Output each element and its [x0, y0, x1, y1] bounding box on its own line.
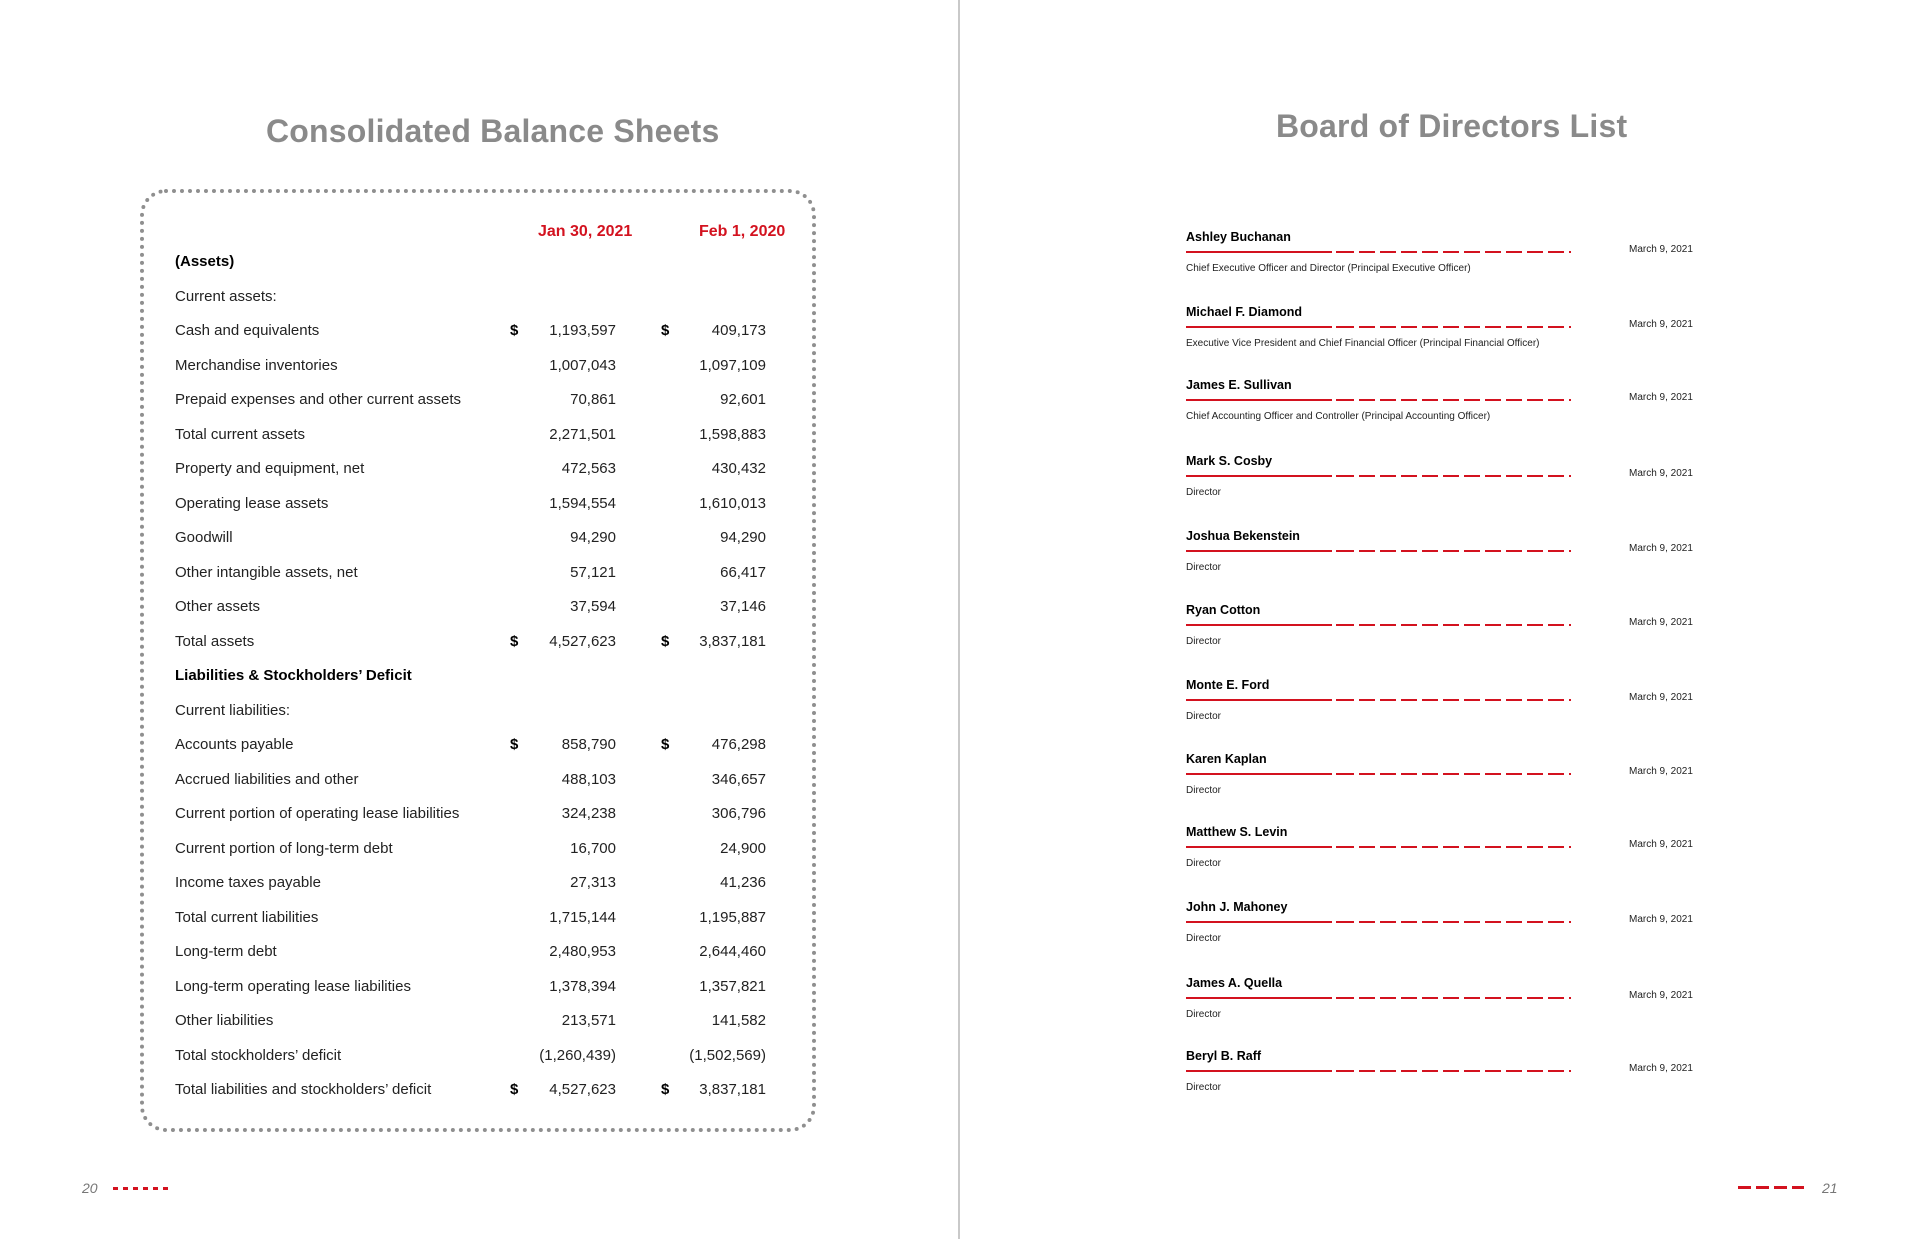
signature-date: March 9, 2021: [1629, 766, 1693, 777]
row-label: Total stockholders’ deficit: [175, 1046, 342, 1064]
balance-sheet-table: [140, 189, 816, 1132]
table-row: [144, 625, 812, 660]
director-role: Director: [1186, 785, 1222, 796]
value-jan-30-2021: 2,271,501: [549, 425, 616, 443]
signature-line: [1186, 326, 1571, 328]
table-row: [144, 728, 812, 763]
row-label: Total current liabilities: [175, 908, 319, 926]
value-feb-1-2020: 1,598,883: [699, 425, 766, 443]
row-label: Merchandise inventories: [175, 356, 338, 374]
value-jan-30-2021: 1,594,554: [549, 494, 616, 512]
signature-date: March 9, 2021: [1629, 543, 1693, 554]
director-entry: [1186, 825, 1716, 885]
value-feb-1-2020: 476,298: [711, 736, 766, 753]
table-row: [144, 970, 812, 1005]
row-label: Other liabilities: [175, 1012, 274, 1029]
director-name: John J. Mahoney: [1186, 900, 1288, 914]
director-role: Chief Accounting Officer and Controller (Principal Accounting Officer): [1186, 411, 1491, 422]
director-role: Director: [1186, 1009, 1222, 1020]
director-role: Director: [1186, 711, 1222, 722]
row-label: Income taxes payable: [175, 874, 321, 891]
signature-line: [1186, 773, 1571, 775]
currency-symbol: $: [661, 322, 670, 339]
director-entry: [1186, 976, 1716, 1036]
row-label: Current portion of long-term debt: [175, 839, 393, 857]
table-row: [144, 314, 812, 349]
signature-date: March 9, 2021: [1629, 692, 1693, 703]
table-row: [144, 1039, 812, 1074]
value-feb-1-2020: 24,900: [720, 839, 766, 857]
director-name: Beryl B. Raff: [1186, 1049, 1262, 1063]
row-label: (Assets): [175, 253, 235, 270]
value-jan-30-2021: 324,238: [561, 805, 616, 822]
table-row: [144, 383, 812, 418]
signature-date: March 9, 2021: [1629, 392, 1693, 403]
signature-date: March 9, 2021: [1629, 839, 1693, 850]
director-entry: [1186, 752, 1716, 812]
currency-symbol: $: [661, 1081, 670, 1098]
value-jan-30-2021: 1,007,043: [549, 356, 616, 374]
currency-symbol: $: [510, 736, 519, 753]
row-label: Accounts payable: [175, 736, 294, 753]
signature-date: March 9, 2021: [1629, 319, 1693, 330]
row-label: Current assets:: [175, 287, 277, 305]
director-role: Director: [1186, 1082, 1222, 1093]
signature-date: March 9, 2021: [1629, 244, 1693, 255]
row-label: Accrued liabilities and other: [175, 770, 359, 788]
director-name: Ashley Buchanan: [1186, 230, 1291, 244]
page-number: 20: [82, 1180, 98, 1196]
signature-line: [1186, 846, 1571, 848]
table-row: [144, 694, 812, 729]
director-name: James E. Sullivan: [1186, 378, 1292, 392]
currency-symbol: $: [661, 736, 670, 753]
director-name: Monte E. Ford: [1186, 678, 1270, 692]
signature-line: [1186, 550, 1571, 552]
value-jan-30-2021: 4,527,623: [549, 632, 616, 650]
row-label: Prepaid expenses and other current assets: [175, 391, 462, 408]
row-label: Current liabilities:: [175, 701, 291, 719]
value-feb-1-2020: 3,837,181: [699, 1081, 766, 1098]
director-entry: [1186, 1049, 1716, 1109]
row-label: Goodwill: [175, 529, 233, 546]
table-row: [144, 452, 812, 487]
value-feb-1-2020: 346,657: [711, 770, 766, 788]
value-feb-1-2020: 141,582: [711, 1012, 766, 1029]
row-label: Total current assets: [175, 425, 306, 443]
row-label: Total liabilities and stockholders’ deficit: [175, 1081, 432, 1098]
row-label: Long-term debt: [175, 943, 277, 960]
page-balance-sheets: [0, 0, 958, 1239]
page-title: Board of Directors List: [1276, 108, 1628, 144]
value-feb-1-2020: 1,195,887: [699, 908, 766, 926]
page-board-of-directors: [960, 0, 1920, 1239]
director-role: Executive Vice President and Chief Financial Officer (Principal Financial Officer): [1186, 338, 1540, 349]
column-header-jan-30-2021: Jan 30, 2021: [538, 223, 633, 240]
table-row: [144, 763, 812, 798]
column-header-feb-1-2020: Feb 1, 2020: [699, 223, 786, 240]
value-jan-30-2021: 37,594: [570, 598, 616, 615]
table-row: [144, 349, 812, 384]
table-row: [144, 1073, 812, 1108]
director-name: Mark S. Cosby: [1186, 454, 1273, 468]
row-label: Other intangible assets, net: [175, 563, 358, 581]
signature-line: [1186, 624, 1571, 626]
value-jan-30-2021: 1,193,597: [549, 322, 616, 339]
value-feb-1-2020: 3,837,181: [699, 632, 766, 650]
value-feb-1-2020: 37,146: [720, 598, 766, 615]
value-jan-30-2021: 213,571: [561, 1012, 616, 1029]
row-label: Current portion of operating lease liabilities: [175, 805, 460, 822]
signature-line: [1186, 251, 1571, 253]
row-label: Liabilities & Stockholders’ Deficit: [175, 667, 412, 684]
page-title: Consolidated Balance Sheets: [266, 113, 720, 149]
table-row: [144, 901, 812, 936]
director-name: Joshua Bekenstein: [1186, 529, 1300, 543]
value-feb-1-2020: 2,644,460: [699, 943, 766, 960]
director-role: Director: [1186, 636, 1222, 647]
balance-sheet-rows: [144, 245, 812, 1108]
signature-date: March 9, 2021: [1629, 468, 1693, 479]
table-row: [144, 556, 812, 591]
row-label: Property and equipment, net: [175, 460, 365, 477]
table-row: [144, 418, 812, 453]
table-row: [144, 487, 812, 522]
value-jan-30-2021: 70,861: [570, 391, 616, 408]
table-row: [144, 280, 812, 315]
director-entry: [1186, 378, 1716, 438]
director-entry: [1186, 305, 1716, 365]
row-label: Operating lease assets: [175, 494, 329, 512]
director-name: Ryan Cotton: [1186, 603, 1261, 617]
currency-symbol: $: [510, 322, 519, 339]
value-feb-1-2020: 41,236: [720, 874, 766, 891]
value-jan-30-2021: 4,527,623: [549, 1081, 616, 1098]
value-jan-30-2021: 858,790: [561, 736, 616, 753]
director-entry: [1186, 230, 1716, 290]
value-jan-30-2021: 57,121: [570, 563, 616, 581]
table-row: [144, 797, 812, 832]
director-entry: [1186, 454, 1716, 514]
director-entry: [1186, 678, 1716, 738]
director-name: James A. Quella: [1186, 976, 1283, 990]
page-number-dots-decoration: [113, 1187, 171, 1190]
value-feb-1-2020: 306,796: [711, 805, 766, 822]
table-row: [144, 659, 812, 694]
director-name: Michael F. Diamond: [1186, 305, 1302, 319]
value-feb-1-2020: 92,601: [720, 391, 766, 408]
director-role: Director: [1186, 858, 1222, 869]
row-label: Long-term operating lease liabilities: [175, 977, 411, 995]
director-role: Chief Executive Officer and Director (Principal Executive Officer): [1186, 263, 1471, 274]
value-jan-30-2021: 488,103: [561, 770, 616, 788]
value-jan-30-2021: 1,715,144: [549, 908, 616, 926]
value-jan-30-2021: 1,378,394: [549, 977, 616, 995]
value-jan-30-2021: (1,260,439): [539, 1046, 616, 1064]
table-row: [144, 590, 812, 625]
director-entry: [1186, 900, 1716, 960]
table-row: [144, 521, 812, 556]
value-jan-30-2021: 2,480,953: [549, 943, 616, 960]
signature-date: March 9, 2021: [1629, 1063, 1693, 1074]
value-jan-30-2021: 16,700: [570, 839, 616, 857]
currency-symbol: $: [510, 632, 519, 650]
value-feb-1-2020: 430,432: [711, 460, 766, 477]
director-name: Matthew S. Levin: [1186, 825, 1288, 839]
row-label: Total assets: [175, 632, 255, 650]
currency-symbol: $: [510, 1081, 519, 1098]
value-feb-1-2020: 1,097,109: [699, 356, 766, 374]
director-role: Director: [1186, 562, 1222, 573]
signature-line: [1186, 699, 1571, 701]
director-entry: [1186, 603, 1716, 663]
director-role: Director: [1186, 933, 1222, 944]
page-number: 21: [1822, 1180, 1838, 1196]
signature-line: [1186, 997, 1571, 999]
value-jan-30-2021: 94,290: [570, 529, 616, 546]
currency-symbol: $: [661, 632, 670, 650]
value-feb-1-2020: 409,173: [711, 322, 766, 339]
signature-date: March 9, 2021: [1629, 914, 1693, 925]
table-row: [144, 832, 812, 867]
value-feb-1-2020: 1,357,821: [699, 977, 766, 995]
signature-line: [1186, 1070, 1571, 1072]
value-jan-30-2021: 27,313: [570, 874, 616, 891]
value-feb-1-2020: (1,502,569): [689, 1046, 766, 1064]
signature-line: [1186, 475, 1571, 477]
table-row: [144, 935, 812, 970]
value-feb-1-2020: 66,417: [720, 563, 766, 581]
value-jan-30-2021: 472,563: [561, 460, 616, 477]
director-role: Director: [1186, 487, 1222, 498]
signature-line: [1186, 399, 1571, 401]
row-label: Other assets: [175, 598, 261, 615]
row-label: Cash and equivalents: [175, 322, 320, 339]
table-row: [144, 866, 812, 901]
signature-date: March 9, 2021: [1629, 990, 1693, 1001]
signature-line: [1186, 921, 1571, 923]
table-row: [144, 1004, 812, 1039]
page-number-dashes-decoration: [1738, 1186, 1804, 1189]
value-feb-1-2020: 94,290: [720, 529, 766, 546]
signature-date: March 9, 2021: [1629, 617, 1693, 628]
director-name: Karen Kaplan: [1186, 752, 1267, 766]
director-entry: [1186, 529, 1716, 589]
table-row: [144, 245, 812, 280]
value-feb-1-2020: 1,610,013: [699, 494, 766, 512]
